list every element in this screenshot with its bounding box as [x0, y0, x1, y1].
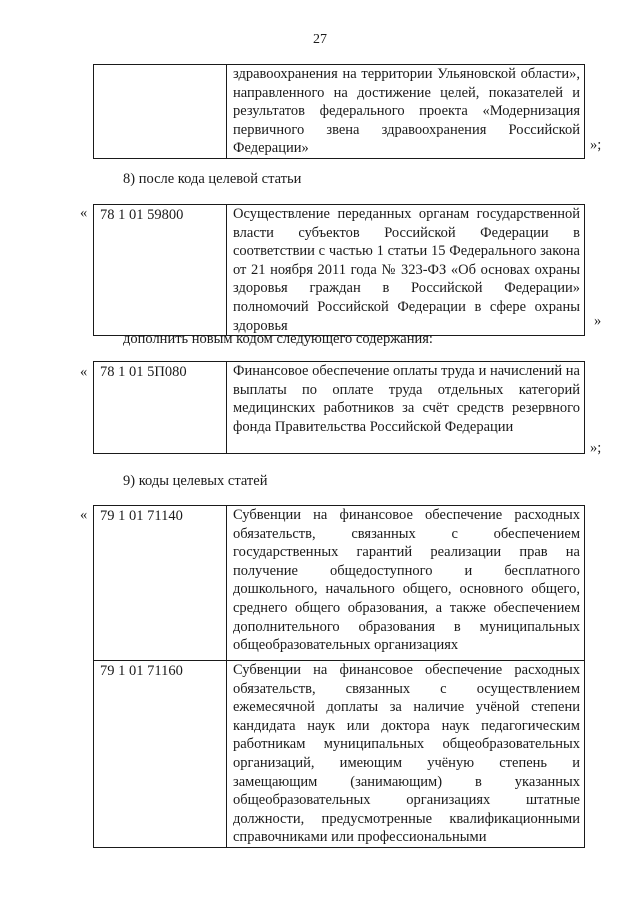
- description-cell: Субвенции на финансовое обеспечение расходных обязательств, связанных с осуществлением ежемесячной доплаты за наличие учёной степени кандидата наук или доктора наук педагогическим работникам муниципальных общеобразовательных организаций, имеющим учёную степень и замещающим (занимающим) в указанных общеобразовательных организациях штатные должности, предусмотренные квалификационными справочниками или профессиональными: [227, 661, 585, 848]
- description-cell: Финансовое обеспечение оплаты труда и начислений на выплаты по оплате труда отдельных категорий медицинских работников за счёт средств резервного фонда Правительства Российской Федерации: [227, 362, 585, 454]
- table-target-articles-79: [93, 505, 585, 848]
- opening-quote: «: [80, 364, 88, 380]
- table-row: [94, 362, 585, 454]
- table-continuation: [93, 64, 585, 159]
- closing-quote: »;: [590, 137, 602, 153]
- code-cell: 79 1 01 71140: [94, 506, 227, 661]
- table-row: [94, 65, 585, 159]
- table-row: [94, 506, 585, 661]
- description-cell: здравоохранения на территории Ульяновской области», направленного на достижение целей, показателей и результатов федерального проекта «Модернизация первичного звена здравоохранения Российской Федерации»: [227, 65, 585, 159]
- page-number: 27: [313, 32, 327, 47]
- code-cell: 78 1 01 5П080: [94, 362, 227, 454]
- closing-quote: »: [594, 313, 602, 329]
- opening-quote: «: [80, 205, 88, 221]
- code-cell: [94, 65, 227, 159]
- code-cell: 78 1 01 59800: [94, 205, 227, 336]
- paragraph-8: 8) после кода целевой статьи: [123, 171, 302, 187]
- code-cell: 79 1 01 71160: [94, 661, 227, 848]
- opening-quote: «: [80, 507, 88, 523]
- paragraph-add-code: дополнить новым кодом следующего содержания:: [123, 331, 433, 347]
- description-cell: Осуществление переданных органам государственной власти субъектов Российской Федерации в соответствии с частью 1 статьи 15 Федерального закона от 21 ноября 2011 года № 323-ФЗ «Об основах охраны здоровья граждан в Российской Федерации» полномочий Российской Федерации в сфере охраны здоровья: [227, 205, 585, 336]
- paragraph-9: 9) коды целевых статей: [123, 473, 268, 489]
- description-cell: Субвенции на финансовое обеспечение расходных обязательств, связанных с обеспечением государственных гарантий реализации прав на получение общедоступного и бесплатного дошкольного, начального общего, основного общего, среднего общего образования, а также обеспечением дополнительного образования в муниципальных общеобразовательных организациях: [227, 506, 585, 661]
- table-target-article-78101598: [93, 204, 585, 336]
- table-row: [94, 661, 585, 848]
- table-new-code: [93, 361, 585, 454]
- closing-quote: »;: [590, 440, 602, 456]
- table-row: [94, 205, 585, 336]
